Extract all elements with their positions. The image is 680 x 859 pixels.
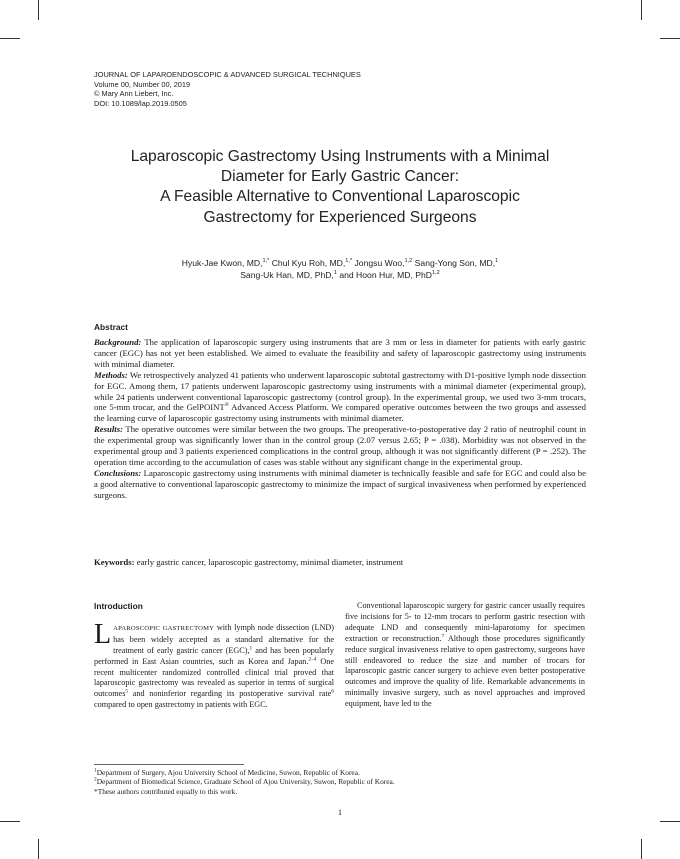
journal-header <box>94 70 361 108</box>
crop-mark <box>0 38 20 39</box>
crop-mark <box>38 839 39 859</box>
title-line: Diameter for Early Gastric Cancer: <box>220 168 460 186</box>
journal-name: JOURNAL OF LAPAROENDOSCOPIC & ADVANCED SURGICAL TECHNIQUES <box>94 70 361 79</box>
crop-mark <box>660 821 680 822</box>
dropcap: L <box>94 618 112 650</box>
journal-copyright: © Mary Ann Liebert, Inc. <box>94 89 174 99</box>
author: and Hoon Hur, MD, PhD <box>336 270 432 280</box>
title-line: A Feasible Alternative to Conventional Laparoscopic <box>160 188 520 206</box>
title-line: Laparoscopic Gastrectomy Using Instruments with a Minimal <box>130 148 550 165</box>
intro-heading: Introduction <box>94 601 143 611</box>
abstract-results: Results: The operative outcomes were similar between the two groups. The preoperative-to-postoperative day 2 ratio of neutrophil count in the experimental group was significantly lower than in the control group (2.07 versus 2.65; P = .038). Morbidity was not observed in the experimental group and 3 patients experienced complications in the control group, although it was not significantly different (P = .252). The operation time according to the accumulation of cases was stable without any significant change in the experimental group. <box>94 424 586 467</box>
author: Sang-Uk Han, MD, PhD, <box>240 270 334 280</box>
intro-paragraph-2: Conventional laparoscopic surgery for gastric cancer usually requires five incisions for 5- to 12-mm trocars to perform gastric resection with adequate LND and consequently mini-laparotomy for specimen extraction or reconstruction.$^7$ Although those procedures significantly reduce surgical invasiveness relative to open gastrectomy, surgeons have still endeavored to reduce the size and number of trocars for laparoscopic gastric cancer surgery to achieve even better postoperative outcomes and improve the quality of life. Remarkable advancements in minimally invasive surgery, such as novel approaches and improved equipment, have led to the <box>345 601 586 709</box>
footnote: $^2$Department of Biomedical Science, Graduate School of Ajou University, Suwon, Republic of Korea. <box>94 776 395 787</box>
crop-mark <box>38 0 39 20</box>
title-line: Gastrectomy for Experienced Surgeons <box>203 208 477 226</box>
intro-paragraph-1: LAPAROSCOPIC GASTRECTOMY with lymph node dissection (LND) has been widely accepted as a standard alternative for the treatment of early gastric cancer (EGC),$^1$ and has been popularly performed in East Asian countries, such as Korea and Japan.$^{2-4}$ One recent multicenter randomized controlled clinical trial proved that laparoscopic gastrectomy was revealed as superior in terms of surgical outcomes$^5$ and noninferior regarding its postoperative survival rate$^6$ compared to open gastrectomy in patients with EGC. <box>94 618 335 710</box>
author: Sang-Yong Son, MD, <box>412 258 496 268</box>
intro-right-column <box>345 601 585 710</box>
crop-mark <box>0 821 20 822</box>
crop-mark <box>641 839 642 859</box>
page-number: 1 <box>337 808 343 817</box>
article-title <box>60 147 620 228</box>
keywords: Keywords: early gastric cancer, laparoscopic gastrectomy, minimal diameter, instrument <box>94 557 404 567</box>
abstract-body <box>94 337 586 501</box>
intro-left-column <box>94 601 334 711</box>
journal-volume: Volume 00, Number 00, 2019 <box>94 79 191 89</box>
footnote: *These authors contributed equally to this work. <box>94 786 238 796</box>
author: Hyuk-Jae Kwon, MD, <box>181 258 263 268</box>
journal-doi: DOI: 10.1089/lap.2019.0505 <box>94 98 187 108</box>
footnote: $^1$Department of Surgery, Ajou University School of Medicine, Suwon, Republic of Korea. <box>94 767 360 777</box>
crop-mark <box>660 38 680 39</box>
author-list: Hyuk-Jae Kwon, MD,$^{1,*}$ Chul Kyu Roh, MD,$^{1,*}$ Jongsu Woo,$^{1,2}$ Sang-Yong Son, MD,$^1$ Sang-Uk Han, MD, PhD,$^1$ and Hoon Hur, MD, PhD$^{1,2}$ <box>181 258 499 280</box>
abstract-conclusions: Conclusions: Laparoscopic gastrectomy using instruments with minimal diameter is technically feasible and safe for EGC and could also be a good alternative to conventional laparoscopic gastrectomy to minimize the impact of surgical invasiveness when performed by experienced surgeons. <box>94 467 586 500</box>
footnotes <box>94 768 594 796</box>
abstract-methods: Methods: We retrospectively analyzed 41 patients who underwent laparoscopic subtotal gastrectomy with D1-positive lymph node dissection for EGC. Among them, 17 patients underwent laparoscopic gastrectomy using instruments with a minimal diameter (experimental group), while 24 patients underwent conventional laparoscopic gastrectomy (control group). In the experimental group, we used two 3-mm trocars, one 5-mm trocar, and the GelPOINT® Advanced Access Platform. We compared operative outcomes between the two groups and assessed the learning curve of laparoscopic gastrectomy using instruments with minimal diameter. <box>94 369 586 424</box>
footnote-divider <box>94 764 244 765</box>
abstract-background: Background: The application of laparoscopic surgery using instruments that are 3 mm or less in diameter for patients with early gastric cancer (EGC) has not yet been established. We aimed to evaluate the feasibility and safety of laparoscopic gastrectomy using instruments with minimal diameter. <box>94 337 586 369</box>
author: Chul Kyu Roh, MD, <box>269 258 346 268</box>
crop-mark <box>641 0 642 20</box>
author: Jongsu Woo, <box>352 258 405 268</box>
abstract-heading: Abstract <box>94 322 128 332</box>
